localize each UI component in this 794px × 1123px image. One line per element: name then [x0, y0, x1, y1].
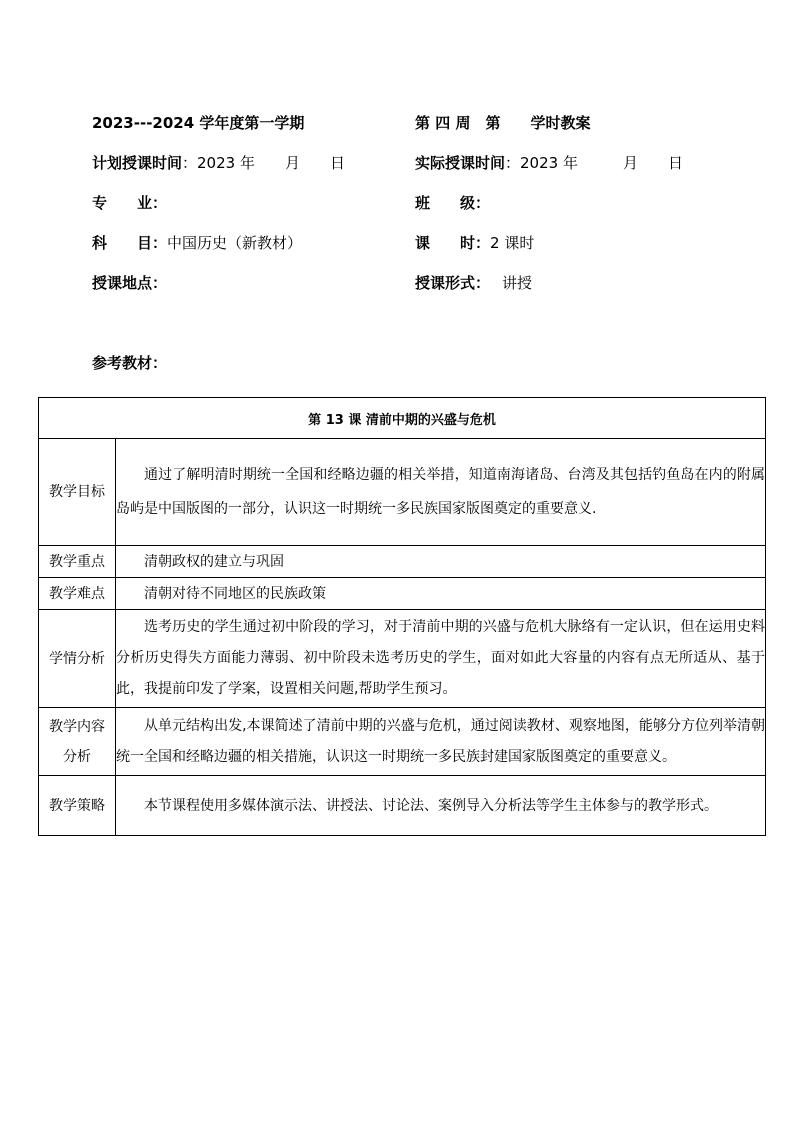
row-label: 教学内容分析 — [39, 708, 116, 776]
form-value: 讲授 — [502, 274, 533, 292]
reference-material: 参考教材： — [92, 354, 168, 372]
plan-time-value: ：2023 年 月 日 — [182, 154, 345, 172]
row-content: 本节课程使用多媒体演示法、讲授法、讨论法、案例导入分析法等学生主体参与的教学形式。 — [116, 776, 766, 836]
table-row — [39, 776, 766, 836]
subject-label: 科 目： — [92, 234, 168, 252]
table-row — [39, 546, 766, 578]
form-label: 授课形式： — [415, 274, 491, 292]
header-year-term: 2023---2024 学年度第一学期 — [92, 114, 305, 132]
subject — [92, 233, 302, 253]
row-content: 通过了解明清时期统一全国和经略边疆的相关举措，知道南海诸岛、台湾及其包括钓鱼岛在内的附属岛屿是中国版图的一部分，认识这一时期统一多民族国家版图奠定的重要意义. — [116, 439, 766, 546]
class — [415, 193, 490, 213]
hours-label: 课 时： — [415, 234, 491, 252]
lesson-title: 第 13 课 清前中期的兴盛与危机 — [39, 398, 766, 439]
row-content: 清朝对待不同地区的民族政策 — [116, 578, 766, 610]
row-content: 清朝政权的建立与巩固 — [116, 546, 766, 578]
major — [92, 193, 167, 213]
major-label: 专 业： — [92, 194, 168, 212]
row-label: 学情分析 — [39, 610, 116, 708]
hours-value: 2 课时 — [490, 234, 535, 252]
row-label: 教学目标 — [39, 439, 116, 546]
hours — [415, 233, 534, 253]
class-label: 班 级： — [415, 194, 491, 212]
location-label: 授课地点： — [92, 274, 168, 292]
table-row — [39, 610, 766, 708]
table-title-row — [39, 398, 766, 439]
actual-time — [415, 153, 683, 173]
lesson-plan-table — [38, 397, 766, 836]
actual-time-label: 实际授课时间 — [415, 154, 506, 172]
plan-time — [92, 153, 345, 173]
table-row — [39, 708, 766, 776]
location — [92, 273, 167, 293]
table-row — [39, 578, 766, 610]
actual-time-value: ：2023 年 月 日 — [505, 154, 683, 172]
table-row — [39, 439, 766, 546]
header-week: 第 四 周 第 学时教案 — [415, 114, 591, 132]
row-label: 教学难点 — [39, 578, 116, 610]
row-label: 教学策略 — [39, 776, 116, 836]
plan-time-label: 计划授课时间 — [92, 154, 183, 172]
subject-value: 中国历史（新教材） — [167, 234, 303, 252]
row-content: 选考历史的学生通过初中阶段的学习，对于清前中期的兴盛与危机大脉络有一定认识，但在运用史料分析历史得失方面能力薄弱、初中阶段未选考历史的学生，面对如此大容量的内容有点无所适从、基于此，我提前印发了学案，设置相关问题,帮助学生预习。 — [116, 610, 766, 708]
row-label: 教学重点 — [39, 546, 116, 578]
form — [415, 273, 532, 293]
row-content: 从单元结构出发,本课简述了清前中期的兴盛与危机，通过阅读教材、观察地图，能够分方位列举清朝统一全国和经略边疆的相关措施，认识这一时期统一多民族封建国家版图奠定的重要意义。 — [116, 708, 766, 776]
